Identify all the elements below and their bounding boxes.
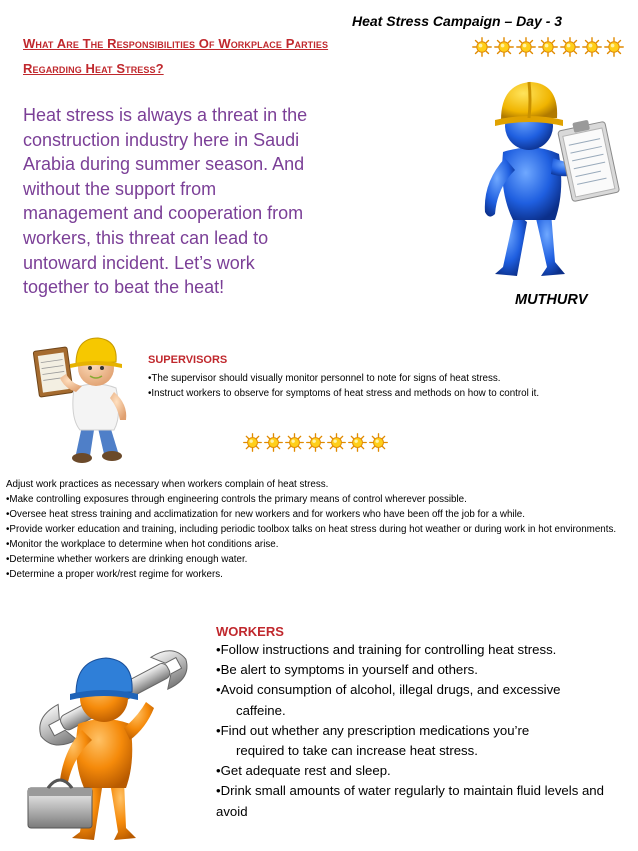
sun-icon — [560, 37, 580, 57]
campaign-title: Heat Stress Campaign – Day - 3 — [352, 13, 563, 29]
list-item: •Oversee heat stress training and acclimatization for new workers and for workers who have been off the job for a while. — [6, 509, 525, 520]
list-item-continuation: caffeine. — [236, 702, 286, 718]
general-responsibilities — [6, 477, 632, 582]
blue-worker-clipboard-illustration — [455, 62, 620, 284]
list-item-text: •Find out whether any prescription medications you’re — [216, 722, 530, 738]
list-item: •Determine whether workers are drinking enough water. — [6, 554, 248, 565]
sun-icon — [348, 433, 367, 452]
list-item: •Make controlling exposures through engineering controls the primary means of control wherever possible. — [6, 494, 467, 505]
list-item: •Instruct workers to observe for symptoms of heat stress and methods on how to control it. — [148, 388, 540, 399]
list-item — [216, 640, 626, 660]
list-item: •Determine a proper work/rest regime for workers. — [6, 569, 223, 580]
sun-icon — [264, 433, 283, 452]
list-item-continuation: required to take can increase heat stress. — [236, 743, 478, 759]
sun-row-middle — [243, 433, 388, 452]
list-item-text: •Be alert to symptoms in yourself and others. — [216, 662, 478, 678]
sun-icon — [243, 433, 262, 452]
section-heading: What Are The Responsibilities Of Workplace Parties Regarding Heat Stress? — [23, 36, 329, 76]
list-item — [216, 761, 626, 781]
author-name: MUTHURV — [515, 292, 588, 308]
list-item-text: •Drink small amounts of water regularly to maintain fluid levels and avoid — [216, 783, 604, 819]
supervisors-title: SUPERVISORS — [148, 354, 228, 366]
list-item — [216, 721, 626, 761]
workers-title: WORKERS — [216, 624, 284, 639]
sun-icon — [516, 37, 536, 57]
list-item-text: •Avoid consumption of alcohol, illegal drugs, and excessive — [216, 682, 561, 698]
sun-icon — [285, 433, 304, 452]
sun-icon — [582, 37, 602, 57]
list-item: •Provide worker education and training, including periodic toolbox talks on heat stress during hot weather or during work in hot environments. — [6, 524, 617, 535]
general-list — [6, 492, 632, 582]
sun-row-top — [472, 37, 624, 57]
sun-icon — [327, 433, 346, 452]
list-item — [216, 781, 626, 821]
supervisors-list — [148, 371, 636, 401]
list-item-text: •Get adequate rest and sleep. — [216, 763, 391, 779]
list-item — [216, 660, 626, 680]
workers-list — [216, 640, 626, 822]
list-item: •The supervisor should visually monitor personnel to note for signs of heat stress. — [148, 373, 501, 384]
general-intro: Adjust work practices as necessary when workers complain of heat stress. — [6, 479, 329, 490]
sun-icon — [538, 37, 558, 57]
list-item — [216, 680, 626, 720]
list-item: •Monitor the workplace to determine when hot conditions arise. — [6, 539, 279, 550]
orange-worker-wrench-illustration — [14, 632, 210, 846]
list-item-text: •Follow instructions and training for controlling heat stress. — [216, 642, 557, 657]
sun-icon — [494, 37, 514, 57]
sun-icon — [604, 37, 624, 57]
intro-paragraph: Heat stress is always a threat in the construction industry here in Saudi Arabia during summer season. And without the support from management and cooperation from workers, this threat can lead to untoward incident. Let’s work together to beat the heat! — [23, 105, 308, 298]
supervisor-clipboard-illustration — [30, 330, 148, 466]
sun-icon — [472, 37, 492, 57]
sun-icon — [369, 433, 388, 452]
sun-icon — [306, 433, 325, 452]
